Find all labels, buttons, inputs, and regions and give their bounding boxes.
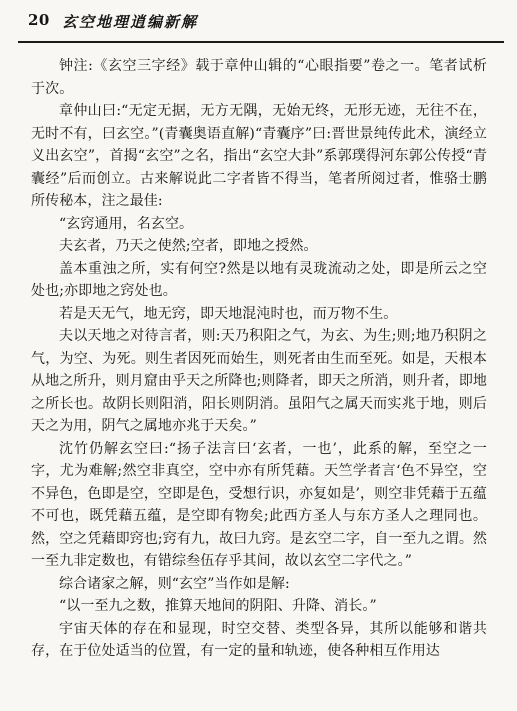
paragraph-11: 宇宙天体的存在和显现，时空交替、类型各异，其所以能够和谐共存，在于位处适当的位置，有一定的量和轨迹，使各种相互作用达 — [31, 620, 487, 659]
paragraph-6: 若是天无气，地无窍，即天地混沌时也，而万物不生。 — [59, 305, 398, 322]
paragraph-3: “玄窍通用，名玄空。 — [59, 215, 194, 232]
paragraph-1: 钟注:《玄空三字经》载于章仲山辑的“心眼指要”卷之一。笔者试析于次。 — [31, 58, 487, 97]
paragraph-7: 夫以天地之对待言者，则:天乃积阳之气，为玄、为生;则;地乃积阴之气，为空、为死。则生者因死而始生，则死者由生而至死。如是，天根本从地之所升，则月窟由乎天之所降也;则降者，即天之所消，则升者，即地之所长也。故阴长则阳消，阳长则阴消。虽阳气之属天而实兆于地，则后天之为用，阴气之属地亦兆于天矣。” — [31, 328, 488, 434]
paragraph-2: 章仲山曰:“无定无据，无方无隅，无始无终，无形无迹，无往不在，无时不有，曰玄空。”(青囊奥语直解)“青囊序”曰:晋世景纯传此术，演经立义出玄空”，首揭“玄空”之名，指出“玄空大卦”系郭璞得河东郭公传授“青囊经”后而创立。古来解说此二字者皆不得当，笔者所阅过者，惟骆士鹏所传秘本，注之最佳: — [31, 103, 487, 209]
main-text — [31, 55, 487, 663]
book-title: 玄空地理逍编新解 — [62, 13, 199, 31]
paragraph-10: “以一至九之数，推算天地间的阴阳、升降、消长。” — [59, 598, 377, 614]
header-divider — [18, 41, 504, 43]
paragraph-9: 综合诸家之解，则“玄空”当作如是解: — [59, 575, 290, 592]
paragraph-5: 盖本重浊之所，实有何空?然是以地有灵珑流动之处，即是所云之空处也;亦即地之窍处也。 — [31, 260, 487, 299]
paragraph-4: 夫玄者，乃天之使然;空者，即地之授然。 — [59, 238, 318, 254]
page-number: 20 — [28, 11, 50, 29]
page-header — [28, 11, 488, 39]
paragraph-8: 沈竹仍解玄空曰:“扬子法言曰‘玄者，一也’，此系的解，至空之一字，尤为难解;然空非真空，空中亦有所凭藉。天竺学者言‘色不异空，空不异色，色即是空，空即是色，受想行识，亦复如是’，则空非凭藉于五蕴不可也，既凭藉五蕴，是空即有物矣;此西方圣人与东方圣人之理同也。然，空之凭藉即窍也;窍有九，故曰九窍。是玄空二字，自一至九之谓。然一至九非定数也，有错综叁伍存乎其间，故以玄空二字代之。” — [31, 440, 488, 569]
